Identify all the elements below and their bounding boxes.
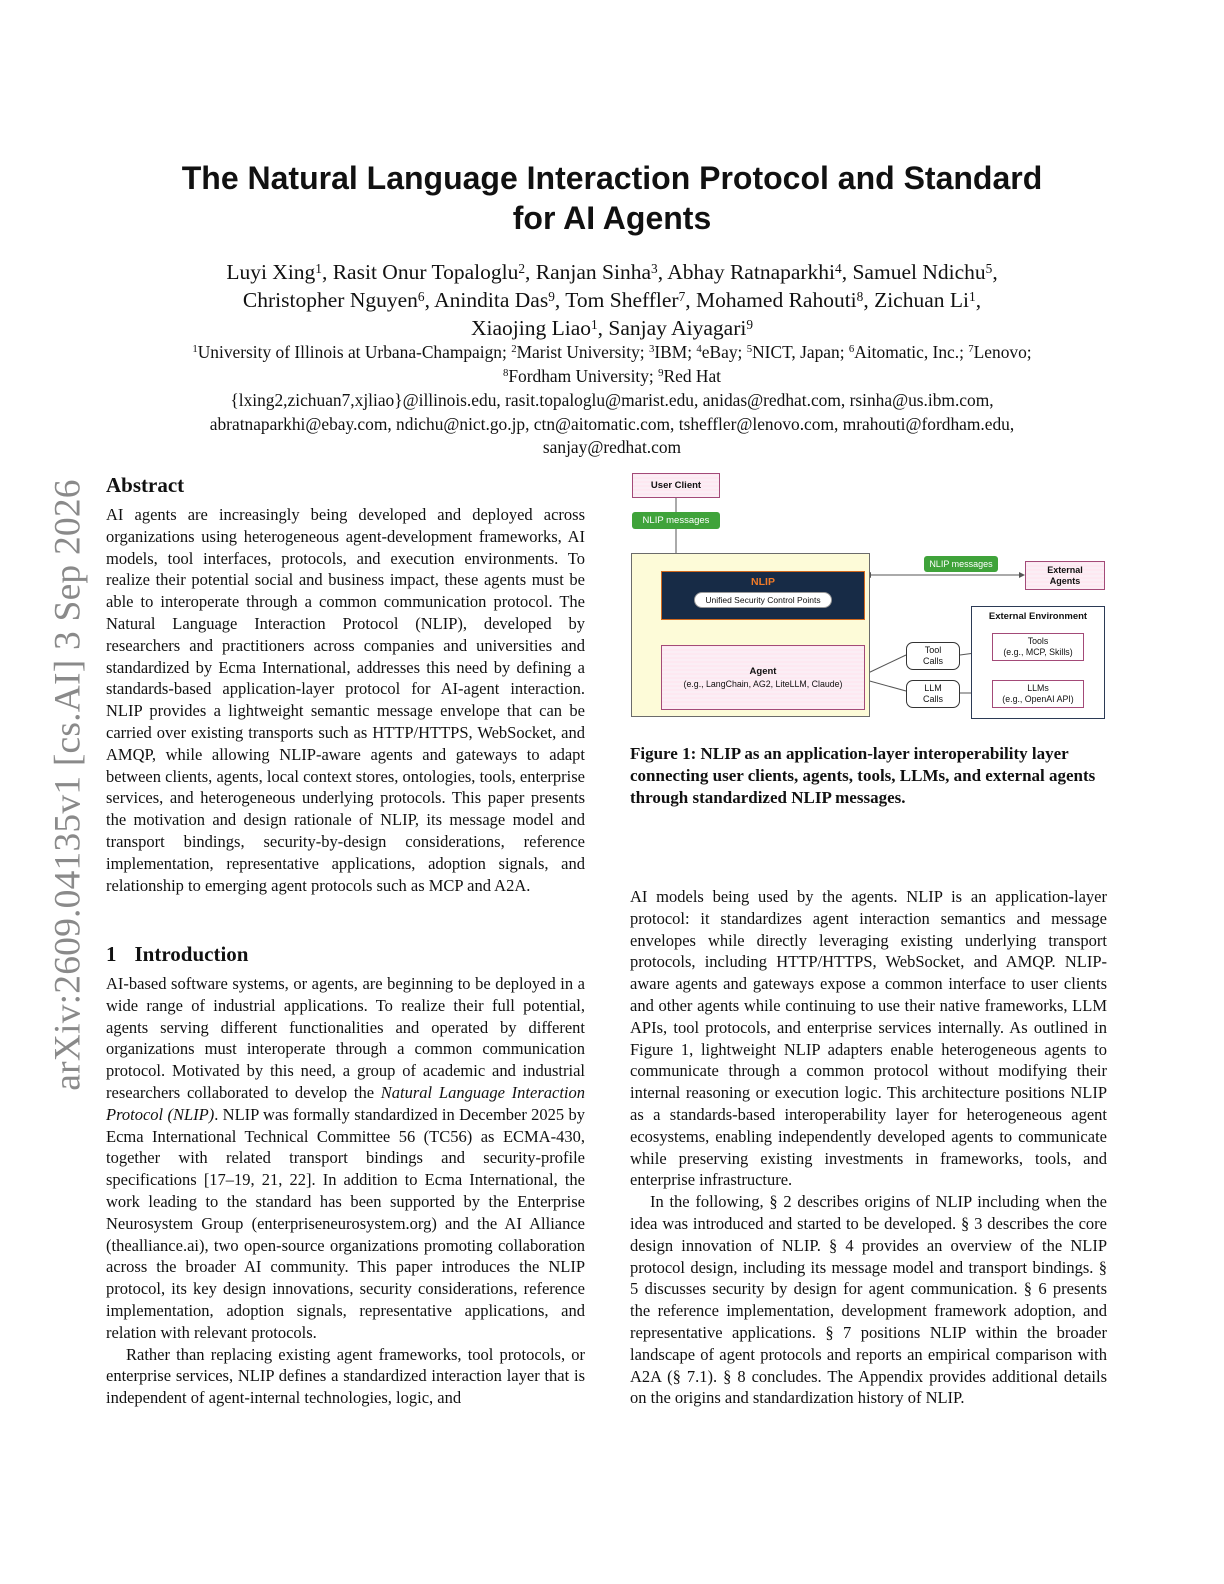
llm-calls-label: LLM Calls bbox=[906, 680, 960, 708]
author: Rasit Onur Topaloglu bbox=[332, 260, 519, 284]
agent-label: Agent bbox=[749, 666, 777, 677]
author-line-1: Luyi Xing$^1$, Rasit Onur Topaloglu$^2$, Ranjan Sinha$^3$, Abhay Ratnaparkhi$^4$, Samuel Ndichu$^5$, bbox=[226, 260, 998, 284]
paragraph: AI models being used by the agents. NLIP is an application-layer protocol: it standardizes agent interaction semantics and message envelopes while directly leveraging existing underlying transport protocols, including HTTP/HTTPS, WebSocket, and AMQP. NLIP-aware agents and gateways expose a common interface to user clients and other agents while continuing to use their native frameworks, LLM APIs, tool protocols, and enterprise services internally. As outlined in Figure 1, lightweight NLIP adapters enable heterogeneous agents to communicate through a common protocol without modifying their internal reasoning or execution logic. This architecture positions NLIP as a standards-based interoperability layer for heterogeneous agent ecosystems, enabling independently developed agents to communicate while preserving existing investments in frameworks, tools, and enterprise infrastructure. bbox=[630, 887, 1107, 1190]
tool-calls-label: Tool Calls bbox=[906, 642, 960, 670]
author: Samuel Ndichu bbox=[852, 260, 986, 284]
introduction-section bbox=[106, 941, 585, 1409]
author-line-2: Christopher Nguyen$^6$, Anindita Das$^9$, Tom Sheffler$^7$, Mohamed Rahouti$^8$, Zichuan Li$^1$, bbox=[242, 288, 982, 312]
user-client-box: User Client bbox=[632, 473, 720, 498]
title-line-2: for AI Agents bbox=[512, 200, 712, 236]
nlip-layer-box bbox=[661, 571, 865, 620]
affiliation-mark: 9 bbox=[548, 288, 555, 304]
abstract-heading: Abstract bbox=[106, 473, 185, 497]
figure-1-diagram bbox=[628, 469, 1110, 724]
arxiv-identifier: arXiv:2609.04135v1 [cs.AI] 3 Sep 2026 bbox=[47, 479, 89, 1091]
introduction-body bbox=[106, 973, 585, 1409]
affiliation-mark: 9 bbox=[746, 316, 754, 332]
affiliation-mark: 7 bbox=[678, 288, 686, 304]
nlip-messages-external-label: NLIP messages bbox=[924, 556, 998, 572]
affiliation-mark: 1 bbox=[315, 260, 322, 276]
affiliation-mark: 1 bbox=[590, 316, 598, 332]
affiliation-mark: 3 bbox=[651, 260, 658, 276]
external-agents-box: External Agents bbox=[1025, 561, 1105, 590]
affiliation-mark: 2 bbox=[518, 260, 526, 276]
introduction-heading bbox=[106, 941, 585, 967]
abstract-text: AI agents are increasingly being developed and deployed across organizations using heterogeneous agent-development frameworks, AI models, tool interfaces, protocols, and execution environments. To realize their potential social and business impact, these agents must be able to interoperate through a common communication protocol. The Natural Language Interaction Protocol (NLIP), developed by researchers and practitioners across companies and universities and standardized by Ecma International, addresses this need by defining a standards-based application-layer protocol for AI-agent interaction. NLIP provides a lightweight semantic message envelope that can be carried over existing transports such as HTTP/HTTPS, WebSocket, and AMQP, while allowing NLIP-aware agents and gateways to adapt between clients, agents, local context stores, ontologies, tools, enterprise services, and heterogeneous underlying protocols. This paper presents the motivation and design rationale of NLIP, its message model and transport bindings, security-by-design considerations, reference implementation, representative applications, adoption signals, and relationship to emerging agent protocols such as MCP and A2A. bbox=[106, 505, 585, 895]
affiliation: Fordham University; bbox=[508, 365, 654, 386]
tools-box: Tools (e.g., MCP, Skills) bbox=[992, 633, 1084, 661]
affiliations bbox=[100, 341, 1124, 388]
author-line-3: Xiaojing Liao$^1$, Sanjay Aiyagari$^9$ bbox=[470, 316, 754, 340]
right-column-body bbox=[630, 886, 1107, 1409]
author: Luyi Xing bbox=[226, 260, 316, 284]
affiliation: Red Hat bbox=[663, 365, 722, 386]
abstract-section bbox=[106, 472, 585, 896]
paragraph: Rather than replacing existing agent frameworks, tool protocols, or enterprise services, NLIP defines a standardized interaction layer that is independent of agent-internal technologies, logic, and bbox=[106, 1344, 585, 1408]
author: Ranjan Sinha bbox=[535, 260, 652, 284]
affiliation-mark: 8 bbox=[856, 288, 864, 304]
author: Tom Sheffler bbox=[565, 288, 679, 312]
author: Xiaojing Liao bbox=[470, 316, 591, 340]
author-list bbox=[120, 258, 1104, 342]
affiliation: University of Illinois at Urbana-Champaign; bbox=[197, 342, 507, 362]
protocol-name: Natural Language Interaction Protocol (NLIP) bbox=[106, 1082, 585, 1124]
affiliation-line-1: $^1$University of Illinois at Urbana-Champaign; $^2$Marist University; $^3$IBM; $^4$eBay; $^5$NICT, Japan; $^6$Aitomatic, Inc.; $^7$Lenovo; bbox=[192, 342, 1032, 362]
title-line-1: The Natural Language Interaction Protocol and Standard bbox=[181, 160, 1043, 196]
agent-box bbox=[661, 645, 865, 710]
agent-examples: (e.g., LangChain, AG2, LiteLLM, Claude) bbox=[683, 679, 843, 689]
security-control-points: Unified Security Control Points bbox=[694, 592, 831, 608]
affiliation: IBM; bbox=[654, 342, 693, 362]
arxiv-sidebar bbox=[46, 455, 90, 1115]
affiliation: Lenovo; bbox=[973, 342, 1032, 362]
affiliation-mark: 6 bbox=[417, 288, 425, 304]
llms-box: LLMs (e.g., OpenAI API) bbox=[992, 680, 1084, 708]
nlip-label: NLIP bbox=[751, 576, 775, 588]
affiliation: NICT, Japan; bbox=[752, 342, 845, 362]
affiliation-mark: 4 bbox=[835, 260, 842, 276]
section-title: Introduction bbox=[134, 942, 249, 966]
author: Sanjay Aiyagari bbox=[608, 316, 747, 340]
affiliation-mark: 1 bbox=[969, 288, 976, 304]
figure-1-caption: Figure 1: NLIP as an application-layer interoperability layer connecting user clients, agents, tools, LLMs, and external agents through standardized NLIP messages. bbox=[630, 744, 1096, 807]
author: Abhay Ratnaparkhi bbox=[667, 260, 836, 284]
paragraph: AI-based software systems, or agents, are beginning to be deployed in a wide range of industrial applications. To realize their full potential, agents serving different functionalities and operated by different organizations must interoperate through a common communication protocol. Motivated by this need, a group of academic and industrial researchers collaborated to develop the Natural Language Interaction Protocol (NLIP). NLIP was formally standardized in December 2025 by Ecma International Technical Committee 56 (TC56) as ECMA-430, together with related transport bindings and security-profile specifications [17–19, 21, 22]. In addition to Ecma International, the work leading to the standard has been supported by the Enterprise Neurosystem Group (enterpriseneurosystem.org) and the AI Alliance (thealliance.ai), two open-source organizations promoting collaboration across the broader AI community. This paper introduces the NLIP protocol, its key design innovations, security considerations, reference implementation, adoption signals, representative applications, and relation with relevant protocols. bbox=[106, 974, 586, 1342]
author: Anindita Das bbox=[434, 288, 549, 312]
affiliation: Aitomatic, Inc.; bbox=[854, 342, 964, 362]
email-line: abratnaparkhi@ebay.com, ndichu@nict.go.jp, ctn@aitomatic.com, tsheffler@lenovo.com, mrahouti@fordham.edu, bbox=[209, 413, 1015, 434]
paragraph: In the following, § 2 describes origins of NLIP including when the idea was introduced and started to be developed. § 3 describes the core design innovation of NLIP. § 4 provides an overview of the NLIP protocol design, including its message model and transport bindings. § 5 discusses security by design for agent communication. § 6 presents the reference implementation, development framework adoption, and representative applications. § 7 positions NLIP within the broader landscape of agent protocols and reports an empirical comparison with A2A (§ 7.1). § 8 concludes. The Appendix provides additional details on the origins and standardization history of NLIP. bbox=[630, 1192, 1107, 1408]
paper-title bbox=[80, 158, 1144, 238]
affiliation: Marist University; bbox=[516, 342, 645, 362]
affiliation-line-2: $^8$Fordham University; $^9$Red Hat bbox=[502, 365, 722, 386]
nlip-messages-label: NLIP messages bbox=[632, 512, 720, 529]
external-environment-label: External Environment bbox=[988, 611, 1088, 622]
affiliation: eBay; bbox=[701, 342, 743, 362]
affiliation-mark: 5 bbox=[985, 260, 993, 276]
section-number: 1 bbox=[106, 942, 117, 966]
author-emails bbox=[100, 389, 1124, 460]
email-line: {lxing2,zichuan7,xjliao}@illinois.edu, rasit.topaloglu@marist.edu, anidas@redhat.com, rsinha@us.ibm.com, bbox=[230, 390, 994, 410]
author: Christopher Nguyen bbox=[242, 288, 418, 312]
email-line: sanjay@redhat.com bbox=[542, 437, 682, 457]
author: Mohamed Rahouti bbox=[696, 288, 857, 312]
author: Zichuan Li bbox=[874, 288, 970, 312]
